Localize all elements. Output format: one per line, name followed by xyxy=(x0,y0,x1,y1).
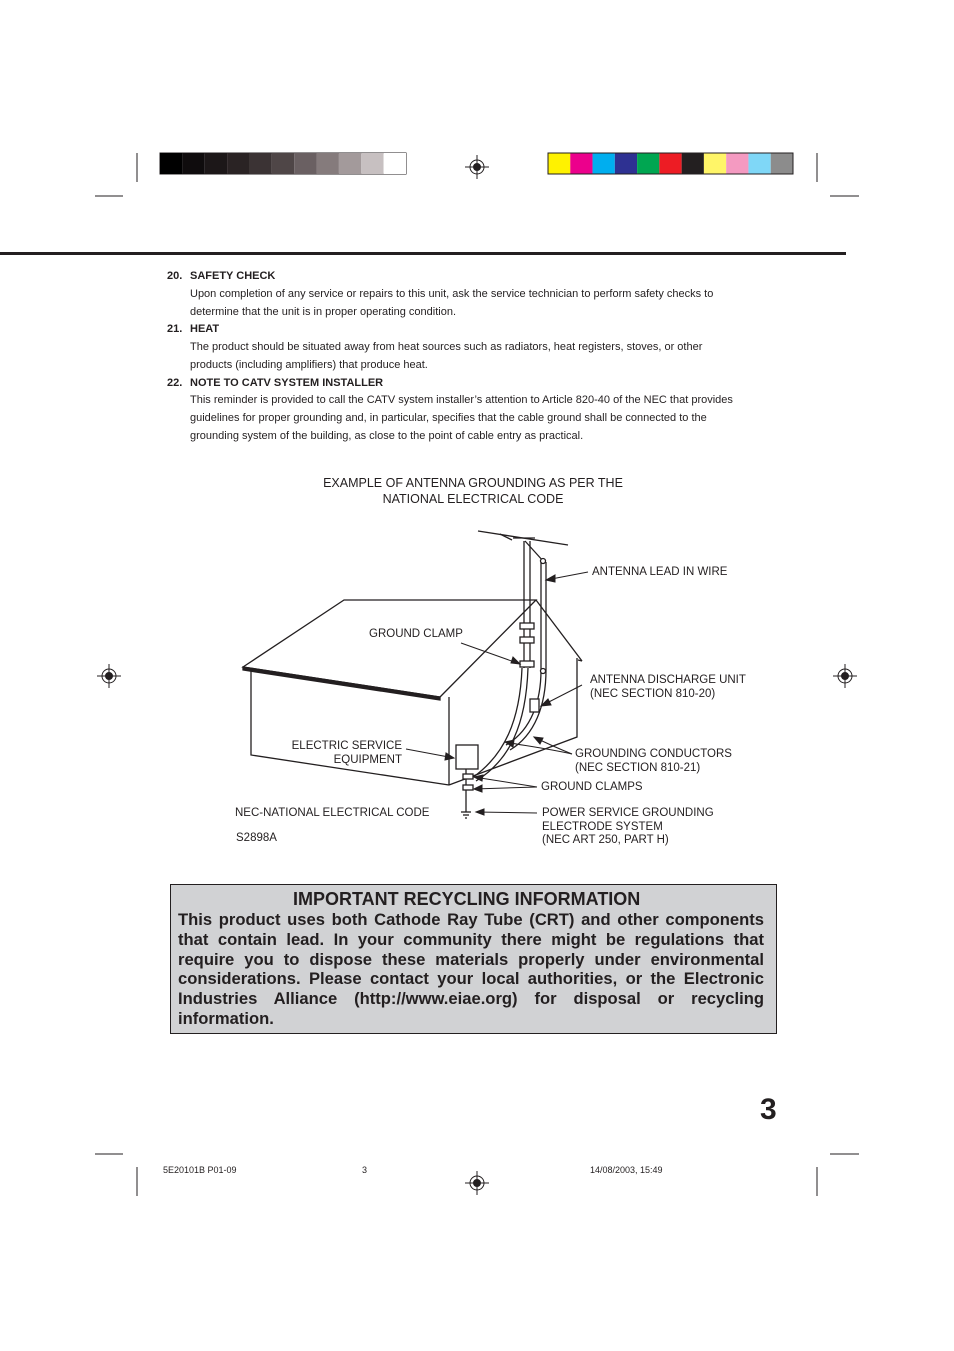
item-title: HEAT xyxy=(190,323,220,335)
item-number: 22. xyxy=(167,377,183,389)
electric-service-box xyxy=(456,745,478,769)
roof-ridge xyxy=(536,600,582,661)
label-line: ANTENNA DISCHARGE UNIT xyxy=(590,674,746,686)
item-text-line: Upon completion of any service or repairs to this unit, ask the service technician to perform safety checks to xyxy=(190,288,714,300)
label-line: ELECTRIC SERVICE xyxy=(291,740,402,752)
label-line: POWER SERVICE GROUNDING xyxy=(542,807,714,819)
recycling-body: This product uses both Cathode Ray Tube (CRT) and other components that contain lead. In your community there might be regulations that require you to dispose these materials properly under environmental considerations. Please contact your local authorities, or the Electronic Industries Alliance (http://www.eiae.org) for disposal or recycling information. xyxy=(178,910,764,1028)
label-antenna-lead: ANTENNA LEAD IN WIRE xyxy=(592,566,728,578)
label-grounding-conductors xyxy=(575,748,732,775)
item-title: SAFETY CHECK xyxy=(190,270,276,282)
antenna-discharge-unit xyxy=(530,699,539,712)
ground-clamp xyxy=(520,661,534,667)
label-ground-clamps: GROUND CLAMPS xyxy=(541,781,643,793)
label-line: ELECTRODE SYSTEM xyxy=(542,820,663,833)
recycling-title: IMPORTANT RECYCLING INFORMATION xyxy=(293,889,641,909)
ground-clamp xyxy=(520,623,534,629)
item-text-line: products (including amplifiers) that produce heat. xyxy=(190,359,428,371)
recycling-info-box xyxy=(170,884,777,1034)
label-line: (NEC SECTION 810-20) xyxy=(590,687,716,700)
label-line: EQUIPMENT xyxy=(333,753,402,766)
label-discharge-unit xyxy=(590,674,746,701)
footer-page: 3 xyxy=(362,1165,368,1175)
footer-code: 5E20101B P01-09 xyxy=(163,1165,237,1175)
label-ground-clamp: GROUND CLAMP xyxy=(369,628,463,640)
page-number: 3 xyxy=(760,1093,777,1126)
house-roof xyxy=(243,600,536,697)
ground-clamp xyxy=(520,637,534,643)
label-line: GROUNDING CONDUCTORS xyxy=(575,748,732,760)
grounding-conductor xyxy=(472,668,522,778)
item-text-line: The product should be situated away from heat sources such as radiators, heat registers, stoves, or other xyxy=(190,341,703,353)
item-text-line: grounding system of the building, as close to the point of cable entry as practical. xyxy=(190,430,584,442)
label-line: (NEC SECTION 810-21) xyxy=(575,761,701,774)
item-text-line: This reminder is provided to call the CATV system installer’s attention to Article 820-40 of the NEC that provides xyxy=(190,394,733,406)
label-nec: NEC-NATIONAL ELECTRICAL CODE xyxy=(235,807,430,819)
item-text-line: determine that the unit is in proper operating condition. xyxy=(190,306,456,318)
item-number: 20. xyxy=(167,270,183,282)
footer-timestamp: 14/08/2003, 15:49 xyxy=(590,1165,663,1175)
label-electric-service xyxy=(276,740,402,767)
figure-title-line: EXAMPLE OF ANTENNA GROUNDING AS PER THE xyxy=(323,476,623,490)
figure-code: S2898A xyxy=(236,832,277,844)
item-title: NOTE TO CATV SYSTEM INSTALLER xyxy=(190,377,384,389)
label-line: (NEC ART 250, PART H) xyxy=(542,834,669,846)
label-power-service xyxy=(542,807,714,848)
figure-title-line: NATIONAL ELECTRICAL CODE xyxy=(382,491,564,506)
item-number: 21. xyxy=(167,323,183,335)
item-text-line: guidelines for proper grounding and, in particular, specifies that the cable ground shall be connected to the xyxy=(190,412,707,424)
